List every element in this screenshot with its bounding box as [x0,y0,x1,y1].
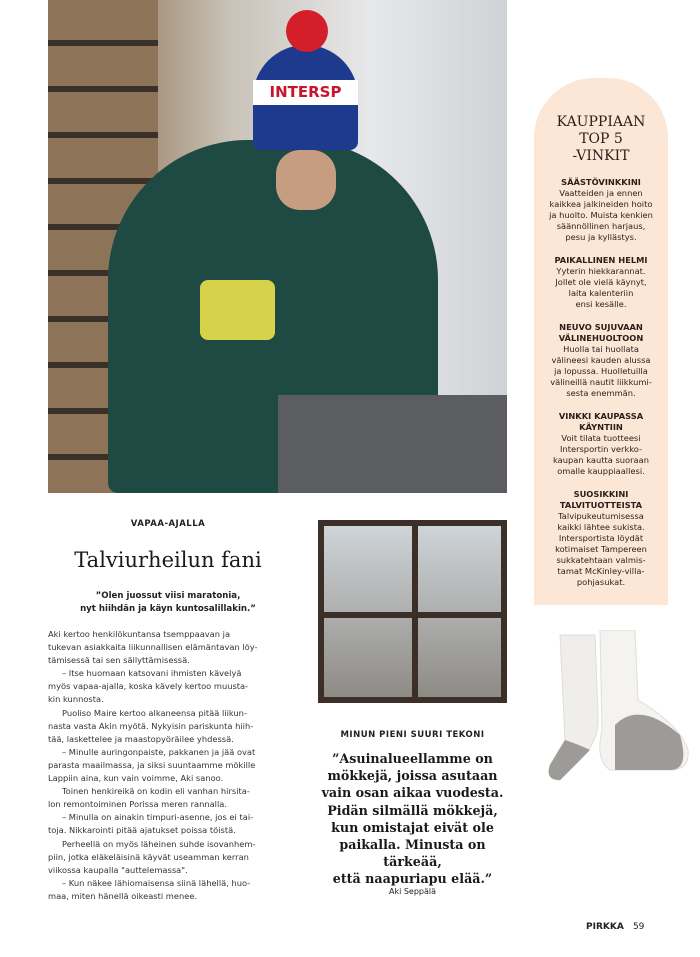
body-line: toja. Nikkarointi pitää ajatukset poissa töistä. [48,825,236,836]
body-line: piin, jotka eläkeläisinä käyvät useamman kerran [48,851,249,862]
person-face [276,150,336,210]
tip-text: Jollet ole vielä käynyt, [555,277,647,287]
tip-section [534,255,668,310]
tip-text: välineesi kauden alussa [551,355,651,365]
quote-line: että naapuriapu elää.” [332,871,493,887]
body-line: Perheellä on myös läheinen suhde isovanhem- [62,838,256,849]
tip-text: kaupan kautta suoraan [553,455,649,465]
lead-line: ”Olen juossut viisi maratonia, [95,591,241,601]
tip-heading: NEUVO SUJUVAAN [559,322,643,332]
magazine-name: PIRKKA [586,922,624,932]
body-line: Lappiin aina, kun vain voimme, Aki sanoo. [48,773,224,784]
body-line: parasta maailmassa, ja siksi suuntaamme mökille [48,759,256,770]
article-headline: Talviurheilun fani [74,548,262,572]
tip-text: sesta enemmän. [566,388,636,398]
tip-text: pesu ja kyllästys. [565,232,637,242]
title-line: KAUPPIAAN [556,114,646,130]
tip-text: laita kalenteriin [568,288,634,298]
tip-heading: VINKKI KAUPASSA [558,411,644,421]
quote-kicker: MINUN PIENI SUURI TEKONI [340,730,485,740]
title-line: TOP 5 [579,131,623,147]
tip-text: pohjasukat. [576,577,626,587]
shopkeeper-photo [48,0,507,493]
body-line: – Minulle auringonpaiste, pakkanen ja jää ovat [62,746,256,757]
tip-text: kaikkea jalkineiden hoito [549,199,653,209]
tip-text: Vaatteiden ja ennen [559,188,643,198]
body-line: nasta vasta Akin myötä. Nykyisin pariskunta hiih- [48,720,254,731]
tip-heading: TALVITUOTTEISTA [559,500,643,510]
tip-text: Intersportista löydät [558,533,644,543]
quote-line: mökkejä, joissa asutaan [327,768,498,784]
body-line: viikossa kaupalla "auttelemassa". [48,864,188,875]
tips-sidebar [534,78,668,605]
tip-text: ja huolto. Muista kenkien [549,210,653,220]
drill [200,280,275,340]
page-footer [586,922,644,932]
tip-section [534,411,668,477]
body-line: kin kunnosta. [48,694,104,705]
tip-heading: SÄÄSTÖVINKKINI [561,177,641,187]
tip-text: Voit tilata tuotteesi [561,433,641,443]
body-line: maa, miten hänellä oikeasti menee. [48,890,198,901]
body-line: tukevan asiakkaita liikunnallisen elämäntavan löy- [48,642,258,653]
tip-section [534,322,668,399]
tip-heading: VÄLINEHUOLTOON [558,333,644,343]
tip-text: omalle kauppiaallesi. [557,466,645,476]
tip-section [534,177,668,243]
body-line: Aki kertoo henkilökuntansa tsemppaavan ja [48,629,231,639]
tip-text: Talvipukeutumisessa [558,511,644,521]
quote-line: kun omistajat eivät ole [331,819,494,835]
quote-line: paikalla. Minusta on tärkeää, [339,837,486,870]
quote-line: vain osan aikaa vuodesta. [321,785,504,801]
tip-heading: PAIKALLINEN HELMI [554,255,648,265]
body-line: tää, laskettelee ja maastopyöräilee yhdessä. [48,733,234,744]
beanie-logo: INTERSP [253,80,358,105]
tip-heading: SUOSIKKINI [573,489,629,499]
tip-section [534,489,668,588]
winter-window-photo [318,520,507,703]
tip-text: Yyterin hiekkarannat. [556,266,646,276]
quote-line: Pidän silmällä mökkejä, [327,802,498,818]
pull-quote [318,750,507,888]
tip-text: sukkatehtaan valmis- [556,555,646,565]
body-line: – Kun näkee lähiomaisensa siinä lähellä, huo- [62,877,251,888]
body-line: lon remontoiminen Porissa meren rannalla. [48,799,228,810]
body-line: myös vapaa-ajalla, koska kävely kertoo muusta- [48,681,249,692]
socks-image [540,630,690,785]
body-line: – Minulla on ainakin timpuri-asenne, jos ei tai- [62,812,254,823]
body-line: Puoliso Maire kertoo alkaneensa pitää liikun- [62,707,247,718]
tip-text: säännöllinen harjaus, [556,221,646,231]
tip-text: ja lopussa. Huolletuilla [554,366,648,376]
lead-line: nyt hiihdän ja käyn kuntosalillakin.” [80,604,256,614]
quote-author: Aki Seppälä [388,887,437,896]
page-number: 59 [632,922,645,932]
section-kicker: VAPAA-AJALLA [130,519,206,529]
title-line: -VINKIT [572,148,630,164]
tip-text: välineillä nautit liikkumi- [550,377,652,387]
tip-heading: KÄYNTIIN [579,422,623,432]
tip-text: ensi kesälle. [575,299,627,309]
quote-line: ”Asuinalueellamme on [332,751,493,766]
body-line: Toinen henkireikä on kodin eli vanhan hirsita- [62,786,250,797]
sidebar-title [534,114,668,165]
article-body [48,628,288,903]
tip-text: Huolla tai huollata [563,344,639,354]
tip-text: Intersportin verkko- [560,444,642,454]
body-line: tämisessä tai sen säilyttämisessä. [48,655,190,666]
workbench [278,395,507,493]
pompom [286,10,328,52]
tip-text: kaikki lähtee sukista. [557,522,645,532]
tip-text: kotimaiset Tampereen [555,544,647,554]
lead-quote [48,590,288,616]
body-line: – Itse huomaan katsovani ihmisten kävelyä [62,668,242,679]
tip-text: tamat McKinley-villa- [557,566,645,576]
